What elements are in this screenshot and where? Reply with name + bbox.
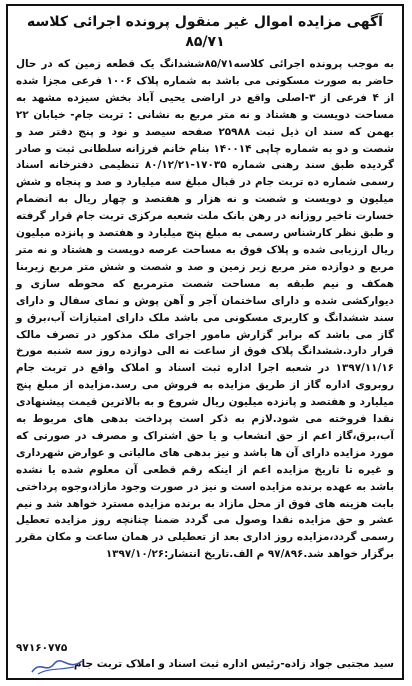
legal-notice [6,4,404,680]
signature-text: سید مجتبی جواد زاده-رئیس اداره ثبت اسناد و املاک تربت جام [73,658,394,670]
notice-code: ۹۷۱۶۰۷۷۵ [16,642,68,654]
notice-title: آگهی مزایده اموال غیر منقول پرونده اجرائی کلاسه ۸۵/۷۱ [27,14,383,50]
notice-body: به موجب پرونده اجرائی کلاسه۸۵/۷۱ششدانگ یک قطعه زمین که در حال حاضر به صورت مسکونی می باشد به شماره پلاک ۱۰۰۶ فرعی مجزا شده از ۴ فرعی از ۳-اصلی واقع در اراضی یحیی آباد بخش سیزده مشهد به مساحت دویست و هشتاد و نه متر مربع به نشانی : تربت جام- خیابان ۲۲ بهمن که سند ان ذیل ثبت ۲۵۹۸۸ صفحه سیصد و نود و پنج دفتر صد و شصت و دو به شماره چاپی ۱۴۰۰۱۴ بنام خانم فرزانه سلطانی ثبت و صادر گردیده طبق سند رهنی شماره ۱۷۰۳۵-۸۰/۱۲/۲۱ تنظیمی دفترخانه اسناد رسمی شماره ده تربت جام در قبال مبلغ سه میلیارد و صد و پنجاه و شش میلیون و دویست و شصت و نه هزار و هفتصد و چهار ریال به انضمام خسارت تاخیر روزانه در رهن بانک ملت شعبه مرکزی تربت جام قرار گرفته و طبق نظر کارشناس رسمی به مبلغ پنج میلیارد و هفتصد و پانزده میلیون ریال ارزیابی شده و پلاک فوق به مساحت عرصه دویست و هشتاد و نه متر مربع و دوازده متر مربع زیر زمین و صد و شصت و شش متر مربع زیربنا همکف و نیم طبقه به مساحت شصت مترمربع که محوطه سازی و دیوارکشی شده و دارای ساختمان آجر و آهن پوش و نمای سفال و دارای سند ششدانگ و کاربری مسکونی می باشد ملک دارای امتیازات آب،برق و گاز می باشد که برابر گزارش مامور اجرای ملک مذکور در تصرف مالک قرار دارد.ششدانگ پلاک فوق از ساعت نه الی دوازده روز سه شنبه مورخ ۱۳۹۷/۱۱/۱۶ در شعبه اجرا اداره ثبت اسناد و املاک واقع در تربت جام روبروی اداره گاز از طریق مزایده به فروش می رسد.مزایده از مبلغ پنج میلیارد و هفتصد و پانزده میلیون ریال شروع و به بالاترین قیمت پیشنهادی نقدا فروخته می شود.لازم به ذکر است پرداخت بدهی های مربوط به آب،برق،گاز اعم از حق انشعاب و یا حق اشتراک و مصرف در صورتی که مورد مزایده دارای آن ها باشد و نیز بدهی های مالیاتی و عوارض شهرداری و غیره تا تاریخ مزایده اعم از اینکه رقم قطعی آن معلوم شده یا نشده باشد به عهده برنده مزایده است و نیز در صورت وجود مازاد،وجوه پرداختی بابت هزینه های فوق از محل مازاد به برنده مزایده مسترد خواهد شد و نیم عشر و حق مزایده نقدا وصول می گردد ضمنا چنانچه روز مزایده تعطیل رسمی گردد،مزایده روز اداری بعد از تعطیلی در همان ساعت و مکان مقرر برگزار خواهد شد.۹۷/۸۹۶ م الف.تاریخ انتشار:۱۳۹۷/۱۰/۲۶ [16,58,395,561]
signature-scribble-icon [30,658,84,676]
